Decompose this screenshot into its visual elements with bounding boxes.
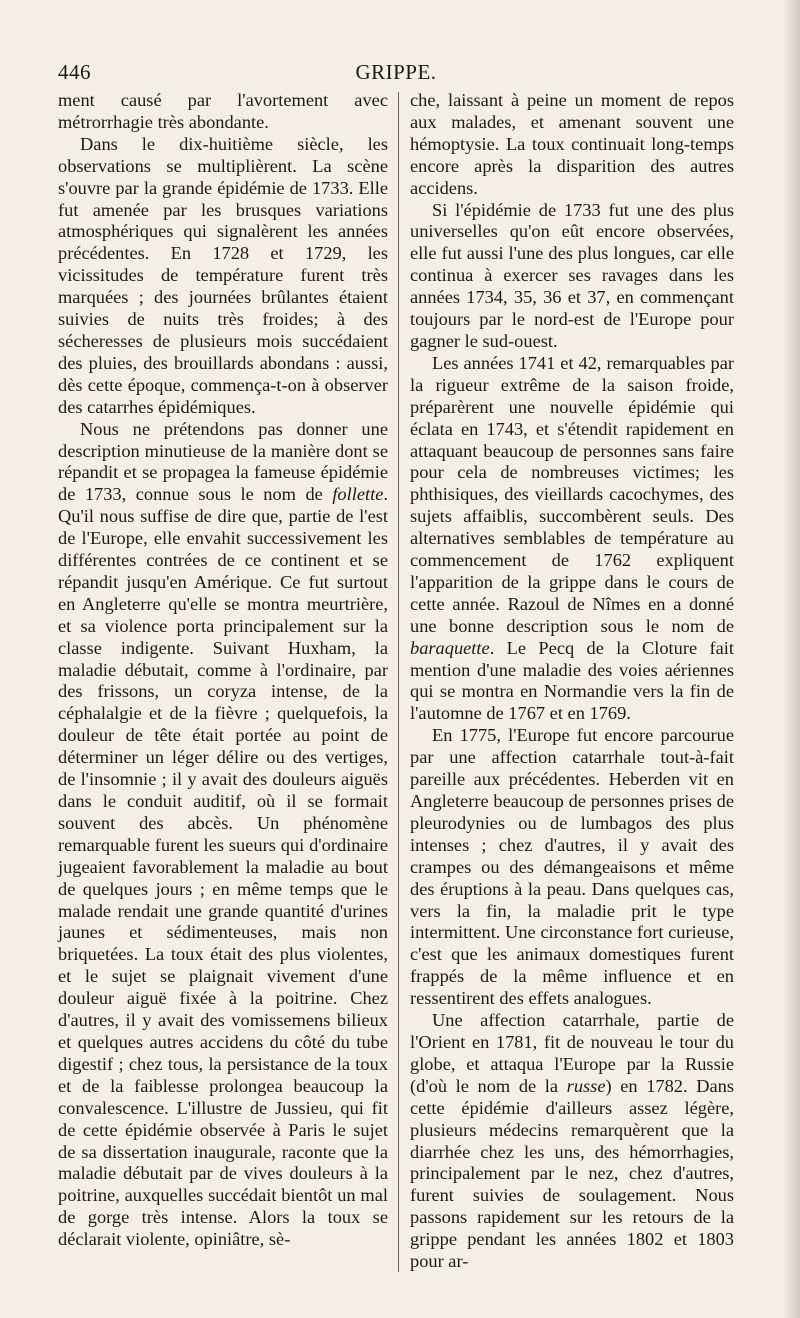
paragraph-text: ) en 1782. Dans cette épidémie d'ailleurs assez légère, plusieurs médecins remarquèrent que la diarrhée chez les uns, des hémorrhagies, principalement par le nez, chez d'autres, furent suivies de soulagement. Nous passons rapidement sur les retours de la grippe pendant les années 1802 et 1803 pour ar- xyxy=(410,1075,734,1272)
paragraph-text: Les années 1741 et 42, remarquables par la rigueur extrême de la saison froide, préparèrent une nouvelle épidémie qui éclata en 1743, et s'étendit rapidement en attaquant beaucoup de personnes sans faire pour cela de nombreuses victimes; les phthisiques, des vieillards cacochymes, des sujets affaiblis, succombèrent seuls. Des alternatives semblables de température au commencement de 1762 expliquent l'apparition de la grippe dans le cours de cette année. Razoul de Nîmes en a donné une bonne description sous le nom de xyxy=(410,352,734,636)
paragraph: Dans le dix-huitième siècle, les observations se multiplièrent. La scène s'ouvre par la grande épidémie de 1733. Elle fut amenée par les brusques variations atmosphériques qui signalèrent les années précédentes. En 1728 et 1729, les vicissitudes de température furent très marquées ; des journées brûlantes étaient suivies de nuits très froides; à des sécheresses de plusieurs mois succédaient des pluies, des brouillards abondans : aussi, dès cette époque, commença-t-on à observer des catarrhes épidémiques. xyxy=(58,133,388,417)
column-divider xyxy=(398,92,399,1272)
paragraph-text: Nous ne prétendons pas donner une description minutieuse de la manière dont se répandit et se propagea la fameuse épidémie de 1733, connue sous le nom de xyxy=(58,418,388,505)
left-column xyxy=(58,90,388,1251)
paragraph: che, laissant à peine un moment de repos aux malades, et amenant souvent une hémoptysie. La toux continuait long-temps encore après la disparition des autres accidens. xyxy=(410,90,734,198)
paragraph-text: Une affection catarrhale, partie de l'Orient en 1781, fit de nouveau le tour du globe, et attaqua l'Europe par la Russie (d'où le nom de la xyxy=(410,1010,734,1096)
page-number: 446 xyxy=(58,60,91,84)
right-column xyxy=(410,90,734,1273)
paragraph-text: . Le Pecq de la Cloture fait mention d'une maladie des voies aériennes qui se montra en Normandie vers la fin de l'automne de 1767 et en 1769. xyxy=(410,637,734,724)
paragraph xyxy=(410,353,734,725)
paragraph xyxy=(410,1010,734,1273)
paragraph: ment causé par l'avortement avec métrorrhagie très abondante. xyxy=(58,90,388,132)
paragraph: En 1775, l'Europe fut encore parcourue par une affection catarrhale tout-à-fait pareille aux précédentes. Heberden vit en Angleterre beaucoup de personnes prises de pleurodynies ou de lumbagos des plus intenses ; chez d'autres, il y avait des crampes ou des démangeaisons et même des éruptions à la peau. Dans quelques cas, vers la fin, la maladie prit le type intermittent. Une circonstance fort curieuse, c'est que les animaux domestiques furent frappés de la même influence et en ressentirent des effets analogues. xyxy=(410,725,734,1009)
paragraph: Si l'épidémie de 1733 fut une des plus universelles qu'on eût encore observées, elle fut aussi l'une des plus longues, car elle continua à exercer ses ravages dans les années 1734, 35, 36 et 37, en commençant toujours par le nord-est de l'Europe pour gagner le sud-ouest. xyxy=(410,199,734,351)
running-title: GRIPPE. xyxy=(355,60,437,84)
running-header xyxy=(58,60,734,90)
italic-term: baraquette xyxy=(410,637,490,658)
paragraph-text: . Qu'il nous suffise de dire que, partie de l'est de l'Europe, elle envahit successivement les différentes contrées de ce continent et se répandit jusqu'en Amérique. Ce fut surtout en Angleterre qu'elle se montra meurtrière, et sa violence porta principalement sur la classe indigente. Suivant Huxham, la maladie débutait, comme à l'ordinaire, par des frissons, un coryza intense, de la céphalalgie et de la fièvre ; quelquefois, la douleur de tête était portée au point de déterminer un léger délire ou des vertiges, de l'insomnie ; il y avait des douleurs aiguës dans le conduit auditif, où il se formait souvent des abcès. Un phénomène remarquable furent les sueurs qui d'ordinaire jugeaient favorablement la maladie au bout de quelques jours ; en même temps que le malade rendait une grande quantité d'urines jaunes et sédimenteuses, mais non briquetées. La toux était des plus violentes, et le sujet se plaignait vivement d'une douleur aiguë fixée à la poitrine. Chez d'autres, il y avait des vomissemens bilieux et quelques autres accidens du côté du tube digestif ; chez tous, la persistance de la toux et de la faiblesse prolongea beaucoup la convalescence. L'illustre de Jussieu, qui fit de cette épidémie observée à Paris le sujet de sa dissertation inaugurale, raconte que la maladie débutait par de vives douleurs à la poitrine, auxquelles succédait bientôt un mal de gorge très intense. Alors la toux se déclarait violente, opiniâtre, sè- xyxy=(58,484,388,1250)
paragraph xyxy=(58,419,388,1251)
page-edge-shadow xyxy=(782,0,800,1318)
italic-term: russe xyxy=(566,1075,606,1096)
italic-term: follette xyxy=(332,484,384,505)
